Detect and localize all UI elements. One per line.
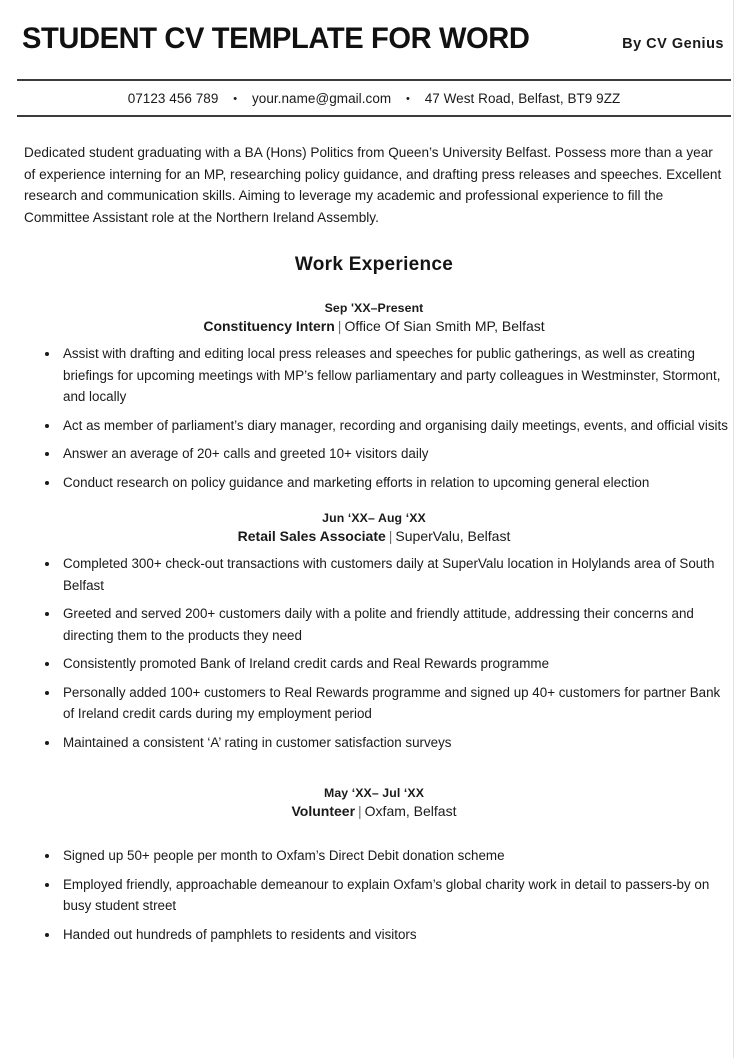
list-item: Completed 300+ check-out transactions with customers daily at SuperValu location in Holylands area of South Belfast	[17, 553, 731, 596]
job-dates: Jun ‘XX– Aug ‘XX	[322, 511, 426, 525]
job-title-line	[17, 318, 731, 334]
contact-bar	[17, 81, 731, 115]
job-bullet-list	[17, 343, 731, 493]
job-separator-icon: |	[388, 528, 393, 544]
professional-summary: Dedicated student graduating with a BA (Hons) Politics from Queen’s University Belfast. Possess more than a year of experience interning for an MP, researching policy guidance, and drafting press releases and speeches. Excellent research and communication skills. Aiming to leverage my academic and professional experience to fill the Committee Assistant role at the Northern Ireland Assembly.	[24, 145, 722, 225]
list-item: Employed friendly, approachable demeanour to explain Oxfam’s global charity work in detail to passers-by on busy student street	[17, 874, 731, 917]
work-experience-entry	[17, 301, 731, 493]
contact-email: your.name@gmail.com	[251, 91, 392, 106]
list-item: Act as member of parliament’s diary manager, recording and organising daily meetings, events, and official visits	[17, 415, 731, 437]
contact-phone: 07123 456 789	[127, 91, 219, 106]
section-heading-work-experience: Work Experience	[294, 254, 454, 275]
cv-header	[17, 0, 731, 56]
job-separator-icon: |	[337, 318, 342, 334]
job-employer: Office Of Sian Smith MP, Belfast	[344, 318, 545, 334]
job-title-line	[17, 803, 731, 819]
byline: By CV Genius	[622, 36, 724, 52]
contact-separator-icon: •	[406, 93, 410, 105]
list-item: Maintained a consistent ‘A’ rating in customer satisfaction surveys	[17, 732, 731, 754]
contact-address: 47 West Road, Belfast, BT9 9ZZ	[424, 91, 621, 106]
job-employer: SuperValu, Belfast	[395, 528, 511, 544]
job-employer: Oxfam, Belfast	[364, 803, 457, 819]
job-dates: Sep 'XX–Present	[324, 301, 424, 315]
job-role: Constituency Intern	[203, 318, 335, 334]
list-item: Answer an average of 20+ calls and greeted 10+ visitors daily	[17, 443, 731, 465]
contact-separator-icon: •	[233, 93, 238, 105]
page-title: STUDENT CV TEMPLATE FOR WORD	[22, 22, 530, 55]
job-bullet-list	[17, 553, 731, 753]
job-role: Retail Sales Associate	[237, 528, 386, 544]
list-item: Signed up 50+ people per month to Oxfam’s Direct Debit donation scheme	[17, 845, 731, 867]
job-bullet-list	[17, 845, 731, 945]
job-role: Volunteer	[291, 803, 356, 819]
list-item: Consistently promoted Bank of Ireland credit cards and Real Rewards programme	[17, 653, 731, 675]
work-experience-entry	[17, 511, 731, 753]
list-item: Personally added 100+ customers to Real Rewards programme and signed up 40+ customers for partner Bank of Ireland credit cards during my employment period	[17, 682, 731, 725]
job-dates: May ‘XX– Jul ‘XX	[323, 786, 425, 800]
list-item: Handed out hundreds of pamphlets to residents and visitors	[17, 924, 731, 946]
list-item: Greeted and served 200+ customers daily with a polite and friendly attitude, addressing their concerns and directing them to the products they need	[17, 603, 731, 646]
list-item: Conduct research on policy guidance and marketing efforts in relation to upcoming general election	[17, 472, 731, 494]
list-item: Assist with drafting and editing local press releases and speeches for public gatherings, as well as creating briefings for upcoming meetings with MP’s fellow parliamentary and party colleagues in Westminster, Stormont, and locally	[17, 343, 731, 408]
work-experience-entry	[17, 786, 731, 945]
page-boundary-line	[733, 0, 734, 1058]
job-separator-icon: |	[358, 803, 362, 819]
job-title-line	[17, 528, 731, 544]
cv-content	[17, 0, 731, 952]
